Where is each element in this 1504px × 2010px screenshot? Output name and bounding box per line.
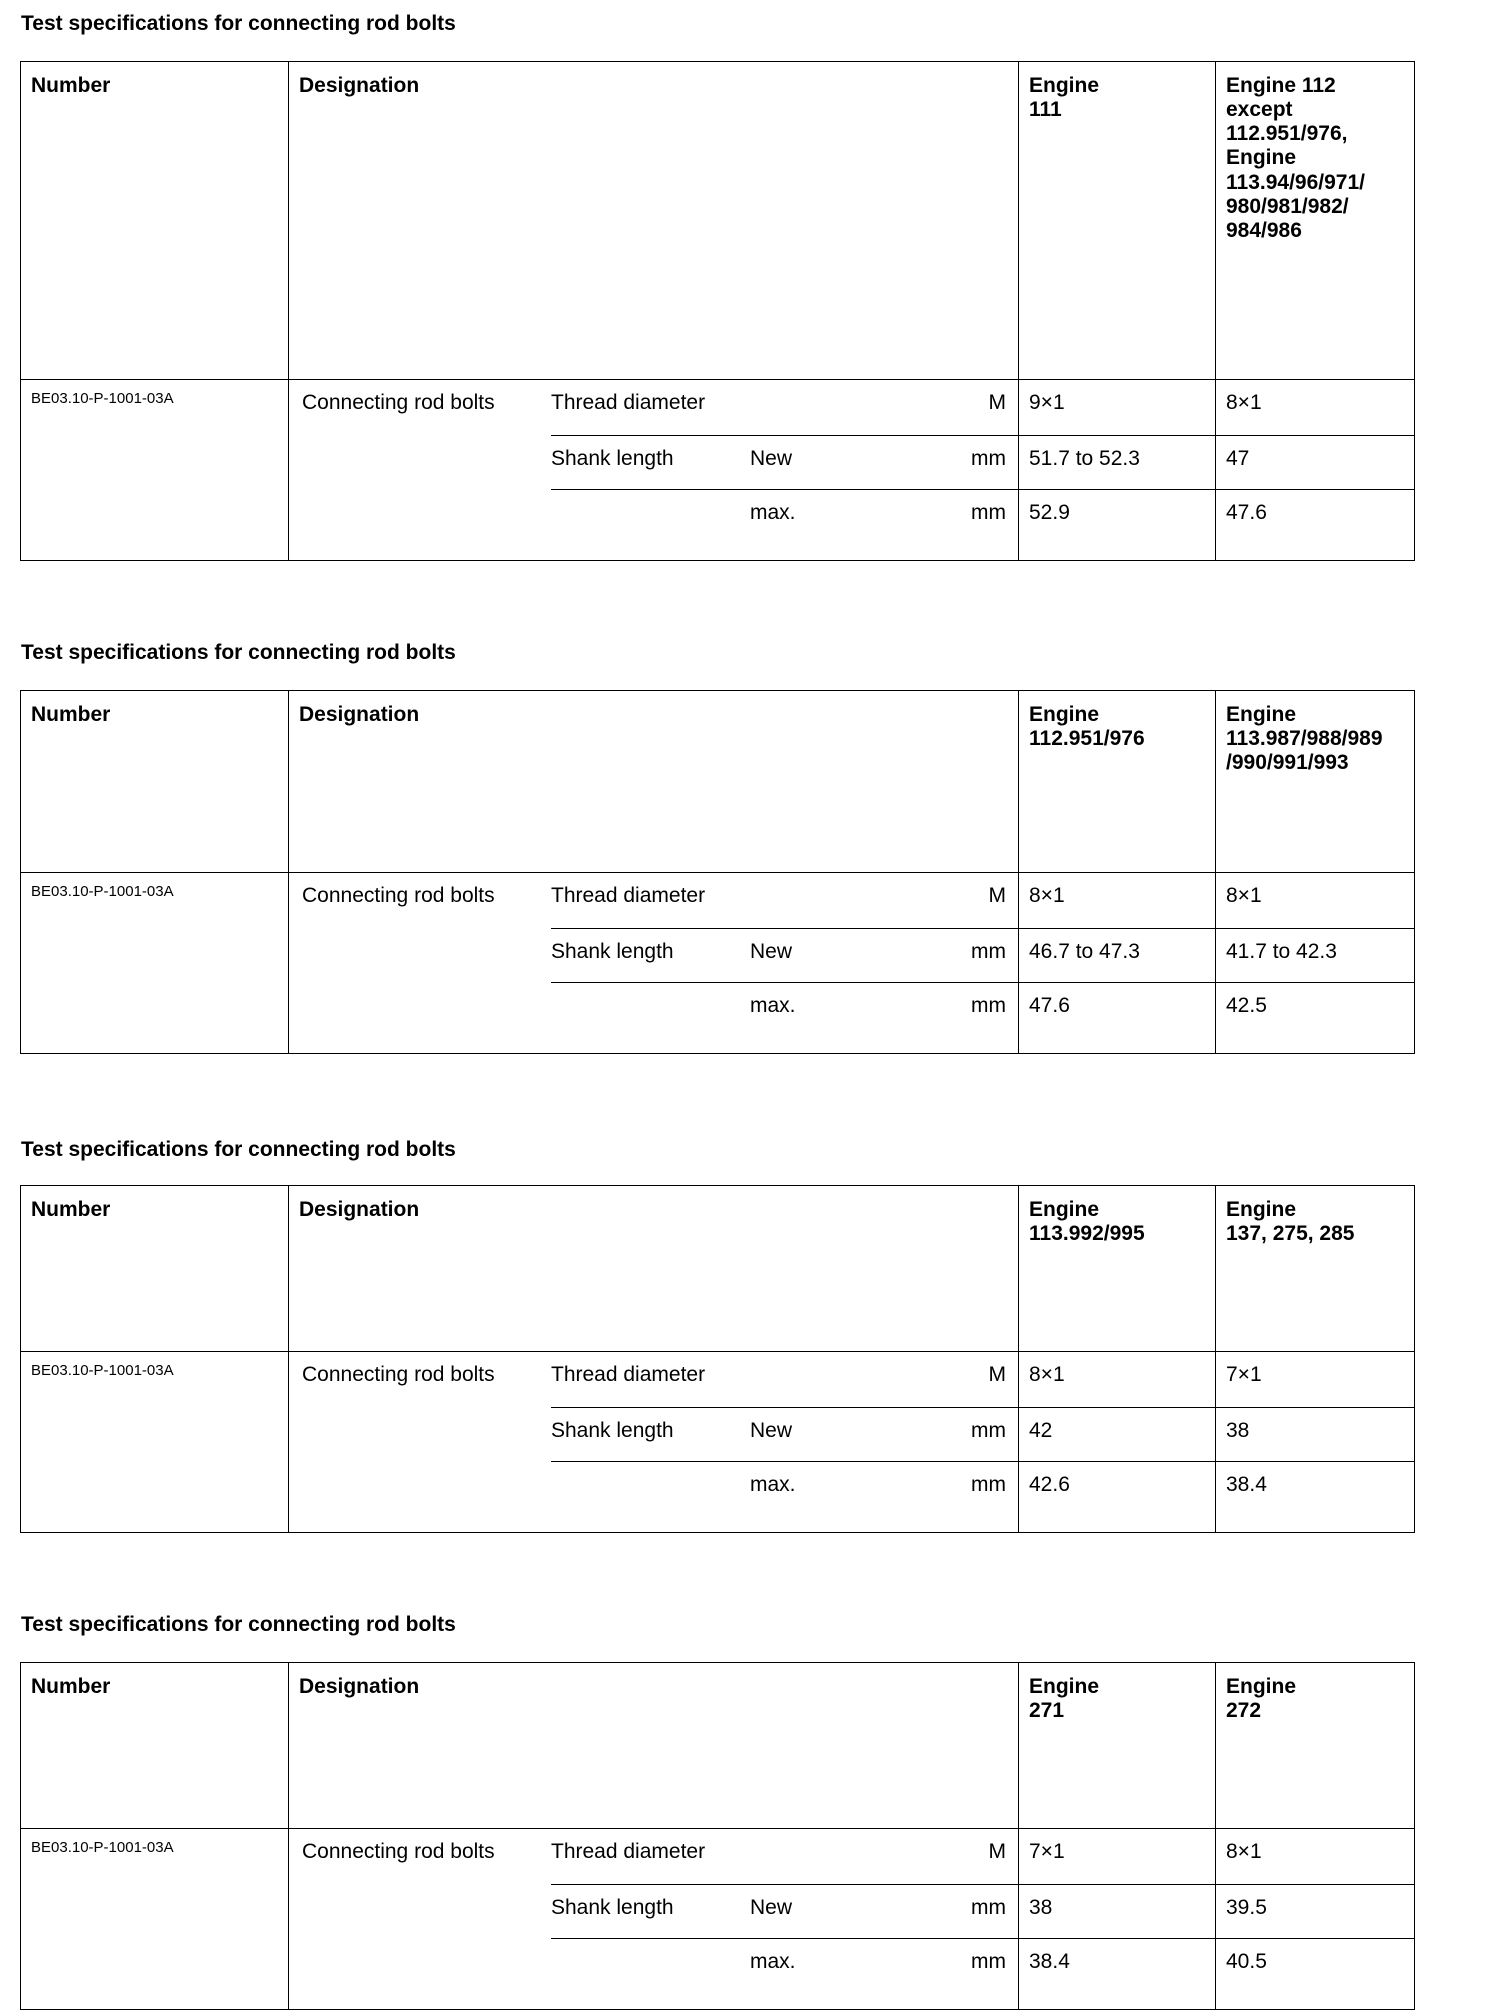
shank-length-label: Shank length: [551, 1419, 674, 1442]
row-divider: [551, 489, 1018, 490]
value-cell-col1: [1019, 873, 1216, 1054]
row-divider: [551, 1407, 1018, 1408]
number-cell: [21, 1829, 289, 2010]
row-divider: [1216, 1407, 1414, 1408]
header-number: Number: [31, 74, 111, 97]
shank-new-value: 38: [1029, 1896, 1053, 1919]
header-number-cell: [21, 1186, 289, 1352]
document-number: BE03.10-P-1001-03A: [31, 1839, 174, 1856]
engine-label-line: Engine: [1226, 703, 1297, 726]
document-number: BE03.10-P-1001-03A: [31, 1362, 174, 1379]
engine-label-line: 137, 275, 285: [1226, 1222, 1355, 1246]
engine-label-line: Engine 112: [1226, 74, 1336, 97]
header-engine-col1: [1019, 691, 1216, 873]
engine-label-line: Engine: [1029, 74, 1100, 97]
number-cell: [21, 1352, 289, 1533]
spec-table: [20, 1185, 1415, 1533]
header-designation: Designation: [299, 1198, 420, 1221]
shank-max-value: 40.5: [1226, 1950, 1267, 1973]
section-title: Test specifications for connecting rod bolts: [21, 12, 456, 35]
thread-value: 8×1: [1029, 1363, 1065, 1386]
shank-new-value: 38: [1226, 1419, 1250, 1442]
designation-cell: [289, 873, 1019, 1054]
row-divider: [1216, 928, 1414, 929]
unit-mm: mm: [971, 447, 1006, 470]
header-engine-col1: [1019, 1663, 1216, 1829]
number-cell: [21, 380, 289, 561]
row-divider: [551, 1938, 1018, 1939]
header-number-cell: [21, 691, 289, 873]
thread-value: 7×1: [1029, 1840, 1065, 1863]
header-engine-col2: [1216, 1186, 1415, 1352]
engine-label-line: except: [1226, 98, 1293, 122]
designation-cell: [289, 380, 1019, 561]
thread-value: 8×1: [1029, 884, 1065, 907]
header-engine-col2: [1216, 62, 1415, 380]
max-label: max.: [750, 501, 796, 524]
engine-label-line: 272: [1226, 1699, 1262, 1723]
shank-new-value: 39.5: [1226, 1896, 1267, 1919]
shank-length-label: Shank length: [551, 940, 674, 963]
thread-diameter-label: Thread diameter: [551, 391, 706, 414]
header-row: [21, 691, 1415, 873]
spec-table: [20, 1662, 1415, 2010]
section-title: Test specifications for connecting rod bolts: [21, 1138, 456, 1161]
header-designation-cell: [289, 691, 1019, 873]
thread-value: 8×1: [1226, 391, 1262, 414]
thread-diameter-label: Thread diameter: [551, 1363, 706, 1386]
header-designation: Designation: [299, 74, 420, 97]
thread-unit: M: [988, 884, 1006, 907]
unit-mm: mm: [971, 994, 1006, 1017]
header-designation: Designation: [299, 1675, 420, 1698]
shank-new-value: 42: [1029, 1419, 1053, 1442]
row-divider: [1019, 1461, 1215, 1462]
engine-label-line: /990/991/993: [1226, 751, 1349, 775]
shank-new-value: 46.7 to 47.3: [1029, 940, 1140, 963]
designation-cell: [289, 1352, 1019, 1533]
header-number: Number: [31, 1198, 111, 1221]
engine-label-line: Engine: [1029, 703, 1100, 726]
unit-mm: mm: [971, 1950, 1006, 1973]
header-number: Number: [31, 703, 111, 726]
row-divider: [1019, 928, 1215, 929]
header-number-cell: [21, 62, 289, 380]
header-row: [21, 1663, 1415, 1829]
value-cell-col1: [1019, 1352, 1216, 1533]
unit-mm: mm: [971, 501, 1006, 524]
header-designation-cell: [289, 62, 1019, 380]
header-engine-col1: [1019, 62, 1216, 380]
value-cell-col2: [1216, 380, 1415, 561]
engine-label-line: 111: [1029, 98, 1062, 122]
unit-mm: mm: [971, 1896, 1006, 1919]
table-row: [21, 873, 1415, 1054]
row-divider: [1216, 982, 1414, 983]
value-cell-col2: [1216, 873, 1415, 1054]
header-designation-cell: [289, 1663, 1019, 1829]
row-divider: [1019, 435, 1215, 436]
row-divider: [551, 435, 1018, 436]
header-engine-col2: [1216, 1663, 1415, 1829]
number-cell: [21, 873, 289, 1054]
row-divider: [1216, 1461, 1414, 1462]
row-divider: [551, 982, 1018, 983]
new-label: New: [750, 940, 793, 963]
thread-unit: M: [988, 391, 1006, 414]
shank-max-value: 42.5: [1226, 994, 1267, 1017]
shank-new-value: 47: [1226, 447, 1250, 470]
header-number: Number: [31, 1675, 111, 1698]
row-divider: [1216, 489, 1414, 490]
engine-label-line: 113.94/96/971/: [1226, 170, 1365, 194]
header-engine-col2: [1216, 691, 1415, 873]
engine-label-line: 112.951/976: [1029, 727, 1145, 751]
document-number: BE03.10-P-1001-03A: [31, 883, 174, 900]
value-cell-col1: [1019, 380, 1216, 561]
designation-label: Connecting rod bolts: [302, 391, 495, 414]
thread-value: 9×1: [1029, 391, 1065, 414]
engine-label-line: 980/981/982/: [1226, 194, 1349, 218]
section-title: Test specifications for connecting rod bolts: [21, 1613, 456, 1636]
max-label: max.: [750, 994, 796, 1017]
row-divider: [551, 1461, 1018, 1462]
unit-mm: mm: [971, 1473, 1006, 1496]
new-label: New: [750, 1419, 793, 1442]
shank-max-value: 52.9: [1029, 501, 1070, 524]
row-divider: [551, 1884, 1018, 1885]
value-cell-col1: [1019, 1829, 1216, 2010]
unit-mm: mm: [971, 1419, 1006, 1442]
row-divider: [551, 928, 1018, 929]
row-divider: [1019, 1407, 1215, 1408]
engine-label-line: Engine: [1029, 1675, 1100, 1698]
engine-label-line: 113.992/995: [1029, 1222, 1145, 1246]
engine-label-line: Engine: [1029, 1198, 1100, 1221]
row-divider: [1216, 435, 1414, 436]
unit-mm: mm: [971, 940, 1006, 963]
row-divider: [1019, 1938, 1215, 1939]
shank-max-value: 47.6: [1226, 501, 1267, 524]
shank-new-value: 51.7 to 52.3: [1029, 447, 1140, 470]
table-row: [21, 1352, 1415, 1533]
shank-length-label: Shank length: [551, 447, 674, 470]
engine-label-line: 271: [1029, 1699, 1065, 1723]
shank-length-label: Shank length: [551, 1896, 674, 1919]
document-number: BE03.10-P-1001-03A: [31, 390, 174, 407]
new-label: New: [750, 1896, 793, 1919]
engine-label-line: 113.987/988/989: [1226, 727, 1383, 751]
table-row: [21, 1829, 1415, 2010]
header-engine-col1: [1019, 1186, 1216, 1352]
shank-max-value: 47.6: [1029, 994, 1070, 1017]
spec-table: [20, 690, 1415, 1054]
row-divider: [1216, 1938, 1414, 1939]
designation-label: Connecting rod bolts: [302, 1840, 495, 1863]
header-row: [21, 62, 1415, 380]
designation-cell: [289, 1829, 1019, 2010]
shank-max-value: 42.6: [1029, 1473, 1070, 1496]
thread-value: 8×1: [1226, 884, 1262, 907]
value-cell-col2: [1216, 1352, 1415, 1533]
engine-label-line: Engine: [1226, 1198, 1297, 1221]
designation-label: Connecting rod bolts: [302, 1363, 495, 1386]
shank-max-value: 38.4: [1226, 1473, 1267, 1496]
row-divider: [1216, 1884, 1414, 1885]
thread-value: 8×1: [1226, 1840, 1262, 1863]
thread-diameter-label: Thread diameter: [551, 884, 706, 907]
thread-diameter-label: Thread diameter: [551, 1840, 706, 1863]
section-title: Test specifications for connecting rod bolts: [21, 641, 456, 664]
value-cell-col2: [1216, 1829, 1415, 2010]
row-divider: [1019, 982, 1215, 983]
thread-unit: M: [988, 1363, 1006, 1386]
shank-max-value: 38.4: [1029, 1950, 1070, 1973]
thread-value: 7×1: [1226, 1363, 1262, 1386]
header-row: [21, 1186, 1415, 1352]
max-label: max.: [750, 1950, 796, 1973]
header-number-cell: [21, 1663, 289, 1829]
new-label: New: [750, 447, 793, 470]
table-row: [21, 380, 1415, 561]
designation-label: Connecting rod bolts: [302, 884, 495, 907]
spec-table: [20, 61, 1415, 561]
engine-label-line: 112.951/976,: [1226, 122, 1348, 146]
engine-label-line: Engine: [1226, 146, 1297, 170]
header-designation: Designation: [299, 703, 420, 726]
engine-label-line: Engine: [1226, 1675, 1297, 1698]
header-designation-cell: [289, 1186, 1019, 1352]
engine-label-line: 984/986: [1226, 218, 1302, 242]
thread-unit: M: [988, 1840, 1006, 1863]
row-divider: [1019, 489, 1215, 490]
row-divider: [1019, 1884, 1215, 1885]
shank-new-value: 41.7 to 42.3: [1226, 940, 1337, 963]
max-label: max.: [750, 1473, 796, 1496]
